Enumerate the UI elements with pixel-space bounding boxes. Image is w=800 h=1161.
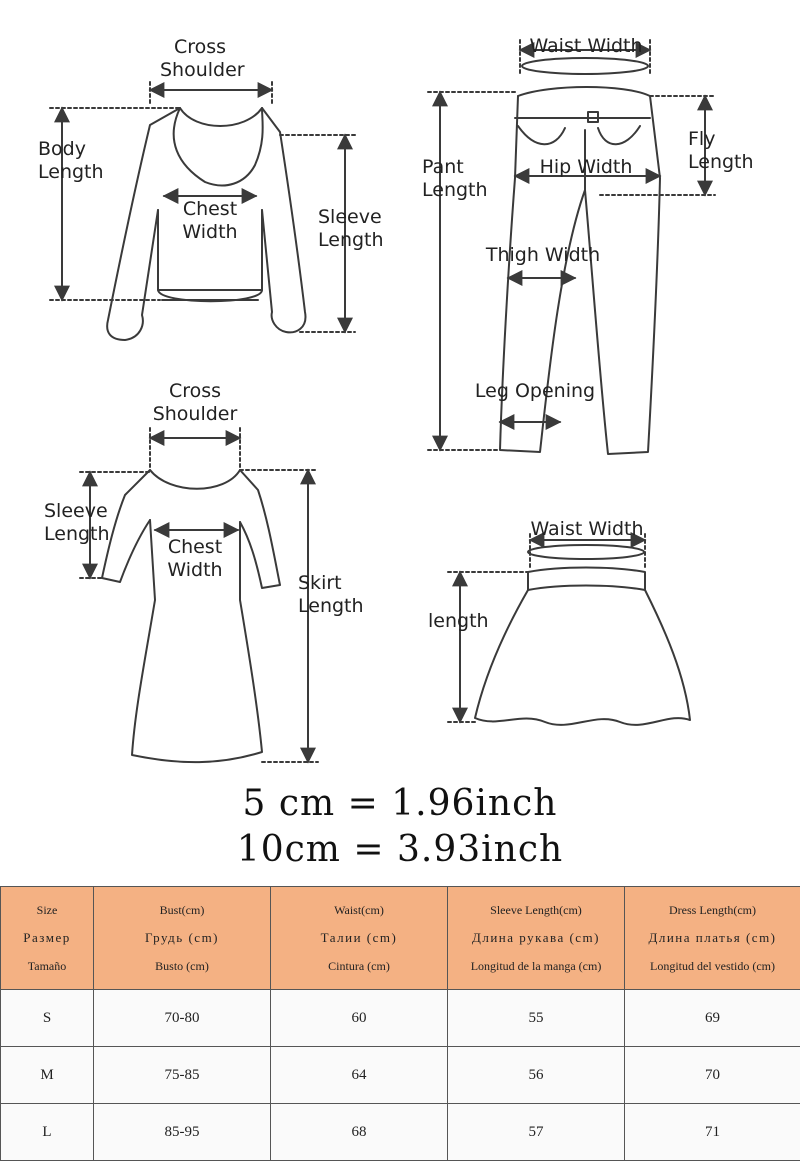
conversion-line-2: 10cm = 3.93inch <box>0 828 800 872</box>
size-table <box>0 886 800 1161</box>
cell-bust: 75-85 <box>94 1047 271 1104</box>
top-cross-shoulder-label: Cross Shoulder <box>160 36 240 82</box>
pants-waist-ellipse <box>522 58 648 74</box>
conversion-line-1: 5 cm = 1.96inch <box>0 782 800 826</box>
leg-opening-label: Leg Opening <box>470 380 600 403</box>
cell-size: M <box>1 1047 94 1104</box>
dress-icon <box>102 470 280 762</box>
top-chest-width-label: Chest Width <box>168 198 252 244</box>
cell-sleeve-length: 57 <box>448 1104 625 1161</box>
cell-dress-length: 69 <box>625 990 800 1047</box>
cell-sleeve-length: 55 <box>448 990 625 1047</box>
skirt-length-label: Skirt Length <box>298 572 364 618</box>
table-row <box>1 1104 800 1161</box>
header-dress-length: Dress Length(cm) Длина платья (cm) Longitud del vestido (cm) <box>625 887 800 990</box>
cell-size: L <box>1 1104 94 1161</box>
body-length-label: Body Length <box>38 138 104 184</box>
header-bust: Bust(cm) Грудь (cm) Busto (cm) <box>94 887 271 990</box>
table-row <box>1 1047 800 1104</box>
cell-dress-length: 70 <box>625 1047 800 1104</box>
table-header-row <box>1 887 800 990</box>
thigh-width-label: Thigh Width <box>480 244 606 267</box>
skirt-waist-width-label: Waist Width <box>520 518 654 541</box>
skirt-icon <box>475 568 690 725</box>
cell-waist: 64 <box>271 1047 448 1104</box>
hip-width-label: Hip Width <box>530 156 642 179</box>
cell-size: S <box>1 990 94 1047</box>
cell-bust: 85-95 <box>94 1104 271 1161</box>
header-sleeve-length: Sleeve Length(cm) Длина рукава (cm) Longitud de la manga (cm) <box>448 887 625 990</box>
pants-waist-width-label: Waist Width <box>516 35 656 58</box>
skirt-waist-ellipse <box>528 545 644 559</box>
cell-waist: 68 <box>271 1104 448 1161</box>
cell-dress-length: 71 <box>625 1104 800 1161</box>
sleeve-length-label: Sleeve Length <box>318 206 384 252</box>
dress-sleeve-length-label: Sleeve Length <box>44 500 110 546</box>
cell-waist: 60 <box>271 990 448 1047</box>
pant-length-label: Pant Length <box>422 156 488 202</box>
skirt-length-text: length <box>428 610 489 633</box>
dress-cross-shoulder-label: Cross Shoulder <box>150 380 240 426</box>
dress-chest-width-label: Chest Width <box>153 536 237 582</box>
cell-sleeve-length: 56 <box>448 1047 625 1104</box>
header-size: Size Размер Tamaño <box>1 887 94 990</box>
header-waist: Waist(cm) Талии (cm) Cintura (cm) <box>271 887 448 990</box>
cell-bust: 70-80 <box>94 990 271 1047</box>
fly-length-label: Fly Length <box>688 128 754 174</box>
table-row <box>1 990 800 1047</box>
